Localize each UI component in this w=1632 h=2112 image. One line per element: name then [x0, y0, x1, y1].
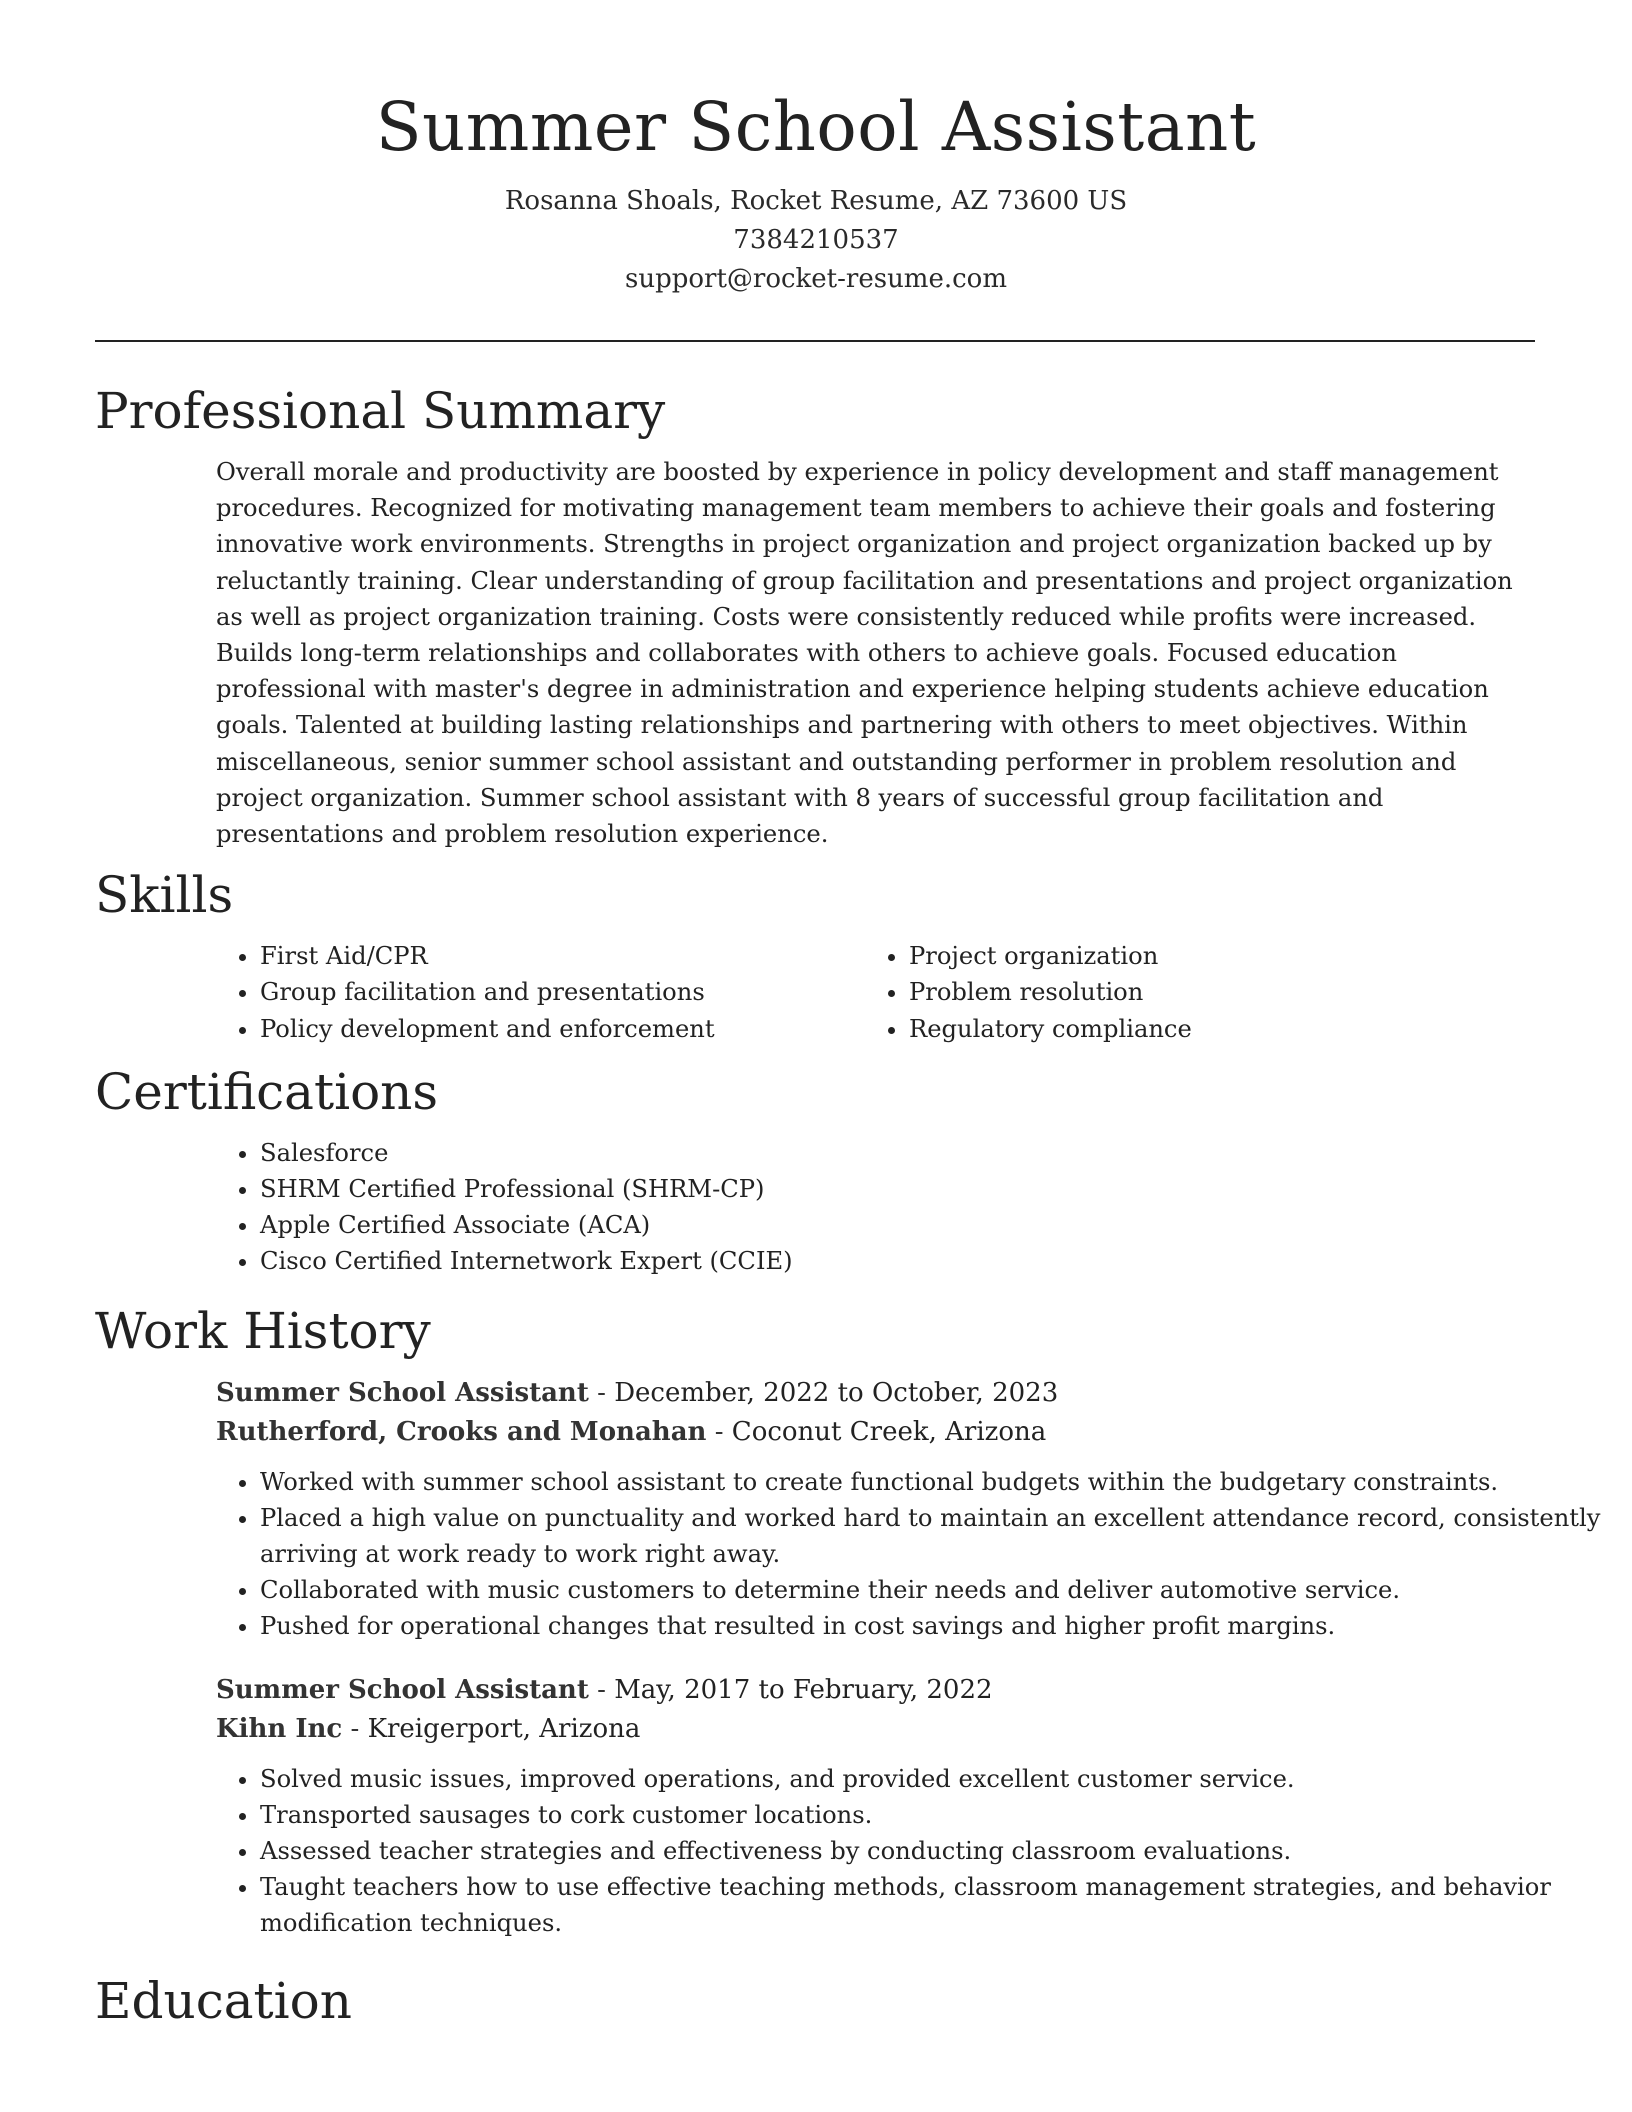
- skill-item: • Project organization: [909, 938, 1514, 974]
- job-separator: -: [588, 1674, 615, 1705]
- job-bullet: • Worked with summer school assistant to create functional budgets within the budgetary constraints.: [260, 1464, 1620, 1500]
- certifications-list: [216, 1135, 1535, 1280]
- job-dates: May, 2017 to February, 2022: [614, 1674, 993, 1705]
- skill-item: • Group facilitation and presentations: [260, 974, 865, 1010]
- job-entry: [216, 1671, 1551, 1942]
- resume-header: [0, 82, 1632, 299]
- header-divider: [95, 340, 1535, 342]
- job-company-line: [216, 1710, 1535, 1749]
- job-company: Kihn Inc: [216, 1713, 343, 1744]
- contact-phone: 7384210537: [733, 225, 899, 255]
- resume-body: [95, 378, 1601, 2034]
- job-title-line: [216, 1374, 1535, 1413]
- job-entry: [216, 1374, 1601, 1645]
- skills-list-left: [216, 938, 865, 1047]
- section-heading-certifications: Certifications: [95, 1062, 439, 1121]
- job-bullet: • Collaborated with music customers to determine their needs and deliver automotive service.: [260, 1572, 1620, 1608]
- section-heading-work-history: Work History: [95, 1301, 431, 1360]
- certification-item: • Cisco Certified Internetwork Expert (CCIE): [260, 1243, 1535, 1279]
- job-separator: -: [588, 1377, 615, 1408]
- job-bullet: • Assessed teacher strategies and effectiveness by conducting classroom evaluations.: [260, 1833, 1620, 1869]
- job-company-line: [216, 1413, 1535, 1452]
- job-bullet: • Solved music issues, improved operations, and provided excellent customer service.: [260, 1761, 1620, 1797]
- summary-text: Overall morale and productivity are boosted by experience in policy development and staff management procedures. Recognized for motivating management team members to achieve their goals and fostering innovative work environments. Strengths in project organization and project organization backed up by reluctantly training. Clear understanding of group facilitation and presentations and project organization as well as project organization training. Costs were consistently reduced while profits were increased. Builds long-term relationships and collaborates with others to achieve goals. Focused education professional with master's degree in administration and experience helping students achieve education goals. Talented at building lasting relationships and partnering with others to meet objectives. Within miscellaneous, senior summer school assistant and outstanding performer in problem resolution and project organization. Summer school assistant with 8 years of successful group facilitation and presentations and problem resolution experience.: [216, 458, 1513, 849]
- skills-section: [95, 862, 1535, 1047]
- job-separator: -: [342, 1713, 368, 1744]
- job-location: Kreigerport, Arizona: [367, 1713, 641, 1744]
- resume-title: Summer School Assistant: [375, 88, 1257, 166]
- job-bullet: • Taught teachers how to use effective teaching methods, classroom management strategies, and behavior modification techniques.: [260, 1869, 1620, 1941]
- work-history-section: [95, 1298, 1601, 1942]
- professional-summary-section: [95, 378, 1535, 852]
- job-separator: -: [706, 1416, 732, 1447]
- job-bullets: [216, 1761, 1620, 1942]
- job-bullet: • Placed a high value on punctuality and worked hard to maintain an excellent attendance record, consistently arriving at work ready to work right away.: [260, 1500, 1620, 1572]
- contact-email: support@rocket-resume.com: [624, 264, 1007, 294]
- job-bullet: • Transported sausages to cork customer locations.: [260, 1797, 1620, 1833]
- job-company: Rutherford, Crooks and Monahan: [216, 1416, 707, 1447]
- certification-item: • Salesforce: [260, 1135, 1535, 1171]
- skills-list-right: [865, 938, 1514, 1047]
- job-dates: December, 2022 to October, 2023: [614, 1377, 1059, 1408]
- job-title: Summer School Assistant: [216, 1674, 589, 1705]
- job-bullet: • Pushed for operational changes that resulted in cost savings and higher profit margins.: [260, 1608, 1620, 1644]
- education-section: [95, 1968, 1535, 2034]
- skill-item: • First Aid/CPR: [260, 938, 865, 974]
- certifications-section: [95, 1059, 1535, 1280]
- section-heading-summary: Professional Summary: [95, 382, 666, 440]
- certification-item: • Apple Certified Associate (ACA): [260, 1207, 1535, 1243]
- job-title: Summer School Assistant: [216, 1377, 589, 1408]
- job-location: Coconut Creek, Arizona: [731, 1416, 1047, 1447]
- job-bullets: [216, 1464, 1620, 1645]
- certification-item: • SHRM Certified Professional (SHRM-CP): [260, 1171, 1535, 1207]
- job-title-line: [216, 1671, 1535, 1710]
- skill-item: • Problem resolution: [909, 974, 1514, 1010]
- section-heading-skills: Skills: [95, 866, 234, 925]
- section-heading-education: Education: [95, 1971, 352, 2030]
- contact-address: Rosanna Shoals, Rocket Resume, AZ 73600 US: [504, 186, 1128, 216]
- skill-item: • Regulatory compliance: [909, 1011, 1514, 1047]
- skill-item: • Policy development and enforcement: [260, 1011, 865, 1047]
- contact-block: [0, 182, 1632, 299]
